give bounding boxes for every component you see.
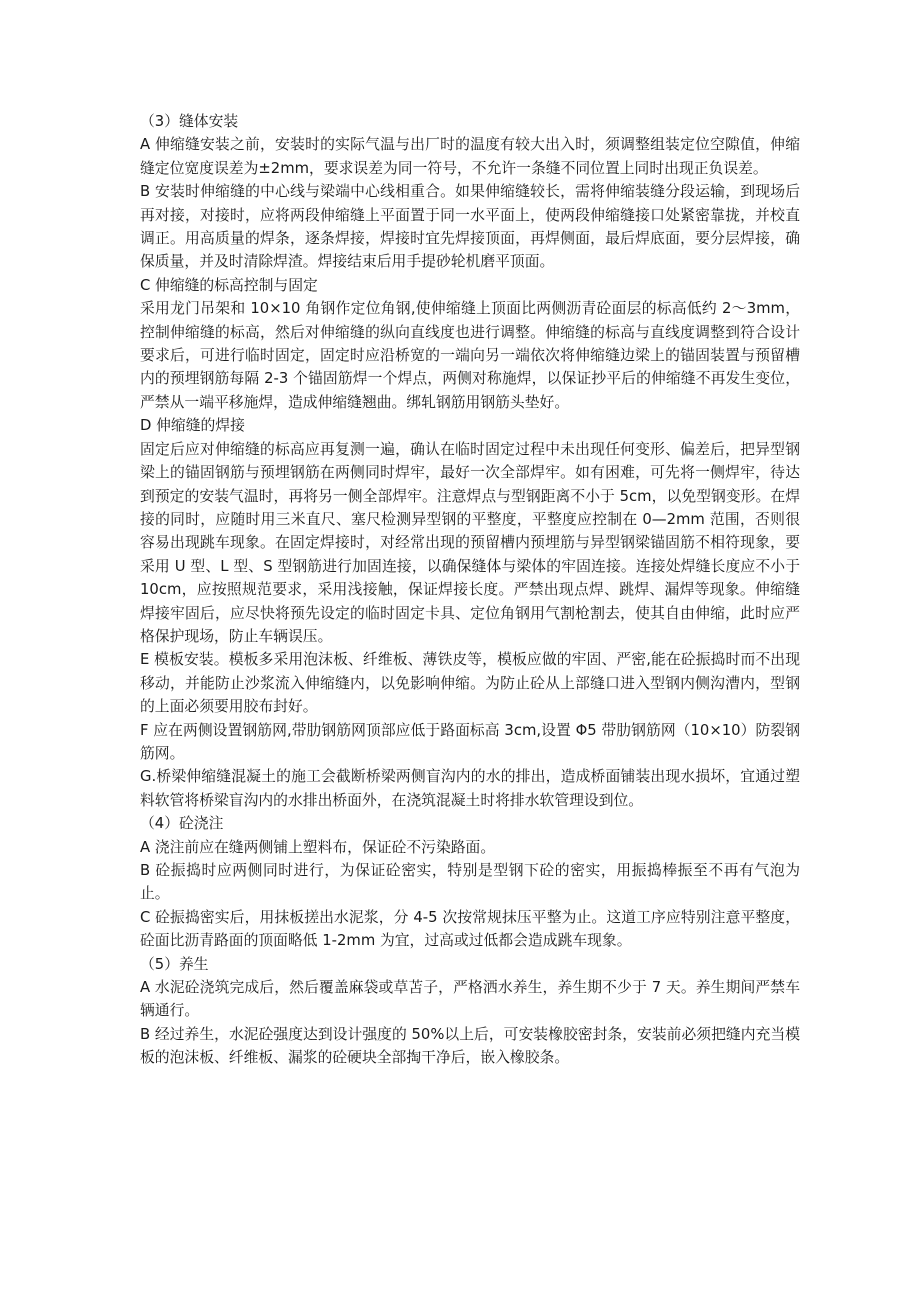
paragraph-3d-body: 固定后应对伸缩缝的标高应再复测一遍，确认在临时固定过程中未出现任何变形、偏差后，把异型钢梁上的锚固钢筋与预埋钢筋在两侧同时焊牢，最好一次全部焊牢。如有困难，可先将一侧焊牢，待达到预定的安装气温时，再将另一侧全部焊牢。注意焊点与型钢距离不小于 5cm，以免型钢变形。在焊接的同时，应随时用三米直尺、塞尺检测异型钢的平整度，平整度应控制在 0—2mm 范围，否则很容易出现跳车现象。在固定焊接时，对经常出现的预留槽内预埋筋与异型钢梁锚固筋不相符现象，要采用 U 型、L 型、S 型钢筋进行加固连接，以确保缝体与梁体的牢固连接。连接处焊缝长度应不小于 10cm，应按照规范要求，采用浅接触，保证焊接长度。严禁出现点焊、跳焊、漏焊等现象。伸缩缝焊接牢固后，应尽快将预先设定的临时固定卡具、定位角钢用气割枪割去，使其自由伸缩，此时应严格保护现场，防止车辆误压。 (140, 440, 800, 645)
paragraph-3b: B 安装时伸缩缝的中心线与梁端中心线相重合。如果伸缩缝较长，需将伸缩装缝分段运输，到现场后再对接，对接时，应将两段伸缩缝上平面置于同一水平面上，使两段伸缩缝接口处紧密靠拢，并校直调正。用高质量的焊条，逐条焊接，焊接时宜先焊接顶面，再焊侧面，最后焊底面，要分层焊接，确保质量，并及时清除焊渣。焊接结束后用手提砂轮机磨平顶面。 (140, 183, 800, 271)
paragraph-5a: A 水泥砼浇筑完成后，然后覆盖麻袋或草苫子，严格洒水养生，养生期不少于 7 天。养生期间严禁车辆通行。 (140, 979, 800, 1020)
paragraph-4a: A 浇注前应在缝两侧铺上塑料布，保证砼不污染路面。 (140, 838, 496, 856)
paragraph-3d-title: D 伸缩缝的焊接 (140, 417, 245, 435)
paragraph-3c-body: 采用龙门吊架和 10×10 角钢作定位角钢,使伸缩缝上顶面比两侧沥青砼面层的标高低约 2～3mm，控制伸缩缝的标高，然后对伸缩缝的纵向直线度也进行调整。伸缩缝的标高与直线度调整到符合设计要求后，可进行临时固定，固定时应沿桥宽的一端向另一端依次将伸缩缝边梁上的锚固装置与预留槽内的预埋钢筋每隔 2-3 个锚固筋焊一个焊点，两侧对称施焊，以保证抄平后的伸缩缝不再发生变位，严禁从一端平移施焊，造成伸缩缝翘曲。绑轧钢筋用钢筋头垫好。 (140, 300, 800, 411)
paragraph-4c: C 砼振捣密实后，用抹板搓出水泥浆，分 4-5 次按常规抹压平整为止。这道工序应特别注意平整度，砼面比沥青路面的顶面略低 1-2mm 为宜，过高或过低都会造成跳车现象。 (140, 908, 800, 950)
section-heading-4: （4）砼浇注 (140, 815, 224, 833)
section-heading-5: （5）养生 (140, 955, 209, 973)
paragraph-5b: B 经过养生，水泥砼强度达到设计强度的 50%以上后，可安装橡胶密封条，安装前必须把缝内充当模板的泡沫板、纤维板、漏浆的砼硬块全部掏干净后，嵌入橡胶条。 (140, 1025, 800, 1067)
paragraph-4b: B 砼振捣时应两侧同时进行，为保证砼密实，特别是型钢下砼的密实，用振捣棒振至不再有气泡为止。 (140, 862, 800, 903)
paragraph-3f: F 应在两侧设置钢筋网,带肋钢筋网顶部应低于路面标高 3cm,设置 Φ5 带肋钢筋网（10×10）防裂钢筋网。 (140, 721, 800, 762)
paragraph-3c-title: C 伸缩缝的标高控制与固定 (140, 276, 318, 294)
section-heading-3: （3）缝体安装 (140, 113, 239, 130)
paragraph-3g: G.桥梁伸缩缝混凝土的施工会截断桥梁两侧盲沟内的水的排出，造成桥面铺装出现水损坏，宜通过塑料软管将桥梁盲沟内的水排出桥面外，在浇筑混凝土时将排水软管理设到位。 (140, 768, 800, 809)
document-body (140, 110, 800, 1070)
paragraph-3a: A 伸缩缝安装之前，安装时的实际气温与出厂时的温度有较大出入时，须调整组装定位空隙值，伸缩缝定位宽度误差为±2mm，要求误差为同一符号，不允许一条缝不同位置上同时出现正负误差。 (140, 136, 800, 177)
paragraph-3e: E 模板安装。模板多采用泡沫板、纤维板、薄铁皮等，模板应做的牢固、严密,能在砼振捣时而不出现移动，并能防止沙浆流入伸缩缝内，以免影响伸缩。为防止砼从上部缝口进入型钢内侧沟漕内，型钢的上面必须要用胶布封好。 (140, 651, 800, 716)
